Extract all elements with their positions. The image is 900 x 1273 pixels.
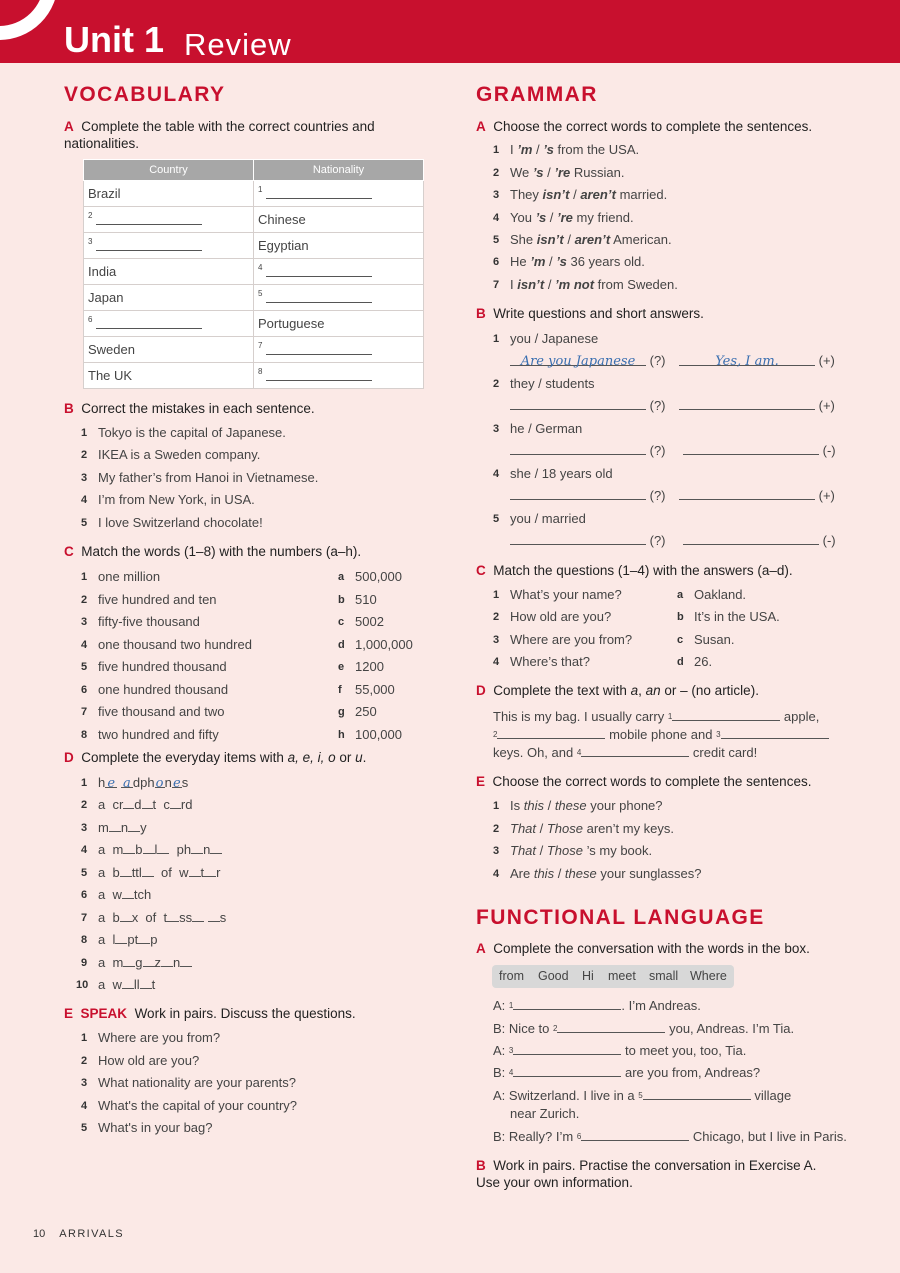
dialogue-line: near Zurich.	[510, 1106, 580, 1121]
list-item: a m g z n	[98, 954, 192, 971]
grammar-a-instruction: A Choose the correct words to complete the sentences.	[476, 119, 813, 134]
list-item: Where are you from?	[510, 632, 633, 647]
list-item: she / 18 years old	[510, 466, 613, 481]
list-item: you / married	[510, 511, 586, 526]
list-item: That / Those ’s my book.	[510, 843, 653, 858]
answer-line[interactable]: (?)	[510, 532, 666, 549]
list-item: They isn’t / aren’t married.	[510, 187, 668, 202]
header-circle-decoration	[0, 0, 58, 40]
answer-line[interactable]: (?)	[510, 487, 666, 504]
vocab-b-instruction: B Correct the mistakes in each sentence.	[64, 401, 315, 416]
unit-name: ARRIVALS	[59, 1228, 125, 1240]
list-item: five hundred thousand	[98, 659, 227, 674]
list-item: 1200	[355, 659, 384, 674]
list-item: a w tch	[98, 887, 152, 902]
grammar-d-line-3: keys. Oh, and $^4$ credit card!	[493, 745, 758, 760]
list-item: 55,000	[355, 682, 395, 697]
list-item: 500,000	[355, 569, 402, 584]
list-item: Is this / these your phone?	[510, 798, 663, 813]
grammar-heading: GRAMMAR	[476, 83, 598, 106]
answer-line[interactable]: (?)	[510, 442, 666, 459]
table-row: Brazil $^1$	[84, 181, 424, 207]
list-item: That / Those aren’t my keys.	[510, 821, 675, 836]
list-item: a l pt p	[98, 932, 158, 947]
answer-line[interactable]: (?)	[510, 397, 666, 414]
word-box-item: Good	[538, 969, 569, 983]
vocabulary-heading: VOCABULARY	[64, 83, 226, 106]
dialogue-line: A: $^3$ to meet you, too, Tia.	[493, 1043, 747, 1058]
list-item: You ’s / ’re my friend.	[510, 210, 634, 225]
list-item: a w ll t	[98, 977, 156, 992]
list-item: How old are you?	[510, 609, 612, 624]
table-row: $^6$ Portuguese	[84, 311, 424, 337]
list-item: I ’m / ’s from the USA.	[510, 142, 640, 157]
table-row: India $^4$	[84, 259, 424, 285]
list-item: Are this / these your sunglasses?	[510, 866, 702, 881]
vocab-c-instruction: C Match the words (1–8) with the numbers (a–h).	[64, 544, 362, 559]
list-item: 1,000,000	[355, 637, 413, 652]
list-item: 5002	[355, 614, 384, 629]
vocab-a-instruction: A Complete the table with the correct countries and nationalities.	[64, 119, 375, 151]
list-item: 250	[355, 704, 377, 719]
word-box-item: Where	[690, 969, 727, 983]
list-item: a b ttl of w t r	[98, 865, 221, 880]
vocab-d-instruction: D Complete the everyday items with a, e, i, o or u.	[64, 750, 367, 765]
list-item: We ’s / ’re Russian.	[510, 165, 625, 180]
list-item: What nationality are your parents?	[98, 1075, 296, 1090]
list-item: Tokyo is the capital of Japanese.	[98, 425, 286, 440]
list-item: they / students	[510, 376, 595, 391]
table-header-nationality: Nationality	[254, 160, 424, 181]
list-item: one thousand two hundred	[98, 637, 252, 652]
table-header-country: Country	[84, 160, 254, 181]
answer-line[interactable]: (+)	[679, 397, 835, 414]
list-item: 26.	[694, 654, 713, 669]
review-title: Review	[184, 27, 292, 62]
grammar-b-instruction: B Write questions and short answers.	[476, 306, 704, 321]
functional-language-heading: FUNCTIONAL LANGUAGE	[476, 906, 765, 929]
table-row: Japan $^5$	[84, 285, 424, 311]
list-item: Oakland.	[694, 587, 747, 602]
list-item: one hundred thousand	[98, 682, 229, 697]
functional-b-instruction: B Work in pairs. Practise the conversation in Exercise A. Use your own information.	[476, 1158, 817, 1190]
page-footer	[33, 1228, 124, 1240]
table-row: $^2$ Chinese	[84, 207, 424, 233]
table-row: Sweden $^7$	[84, 337, 424, 363]
list-item: one million	[98, 569, 161, 584]
list-item: He ’m / ’s 36 years old.	[510, 254, 645, 269]
list-item: a b x of t ss s	[98, 910, 227, 925]
dialogue-line: B: $^4$ are you from, Andreas?	[493, 1065, 761, 1080]
list-item: 100,000	[355, 727, 402, 742]
list-item: you / Japanese	[510, 331, 599, 346]
vocab-e-instruction: E SPEAK Work in pairs. Discuss the questions.	[64, 1006, 356, 1021]
grammar-c-instruction: C Match the questions (1–4) with the answers (a–d).	[476, 563, 793, 578]
unit-title: Unit 1	[64, 19, 165, 60]
grammar-e-instruction: E Choose the correct words to complete the sentences.	[476, 774, 812, 789]
answer-line[interactable]: Yes, I am. (+)	[679, 352, 835, 369]
grammar-d-instruction: D Complete the text with a, an or – (no article).	[476, 683, 759, 698]
dialogue-line: B: Nice to $^2$ you, Andreas. I’m Tia.	[493, 1021, 795, 1036]
word-box-item: small	[649, 969, 679, 983]
word-box-item: Hi	[582, 969, 594, 983]
table-row: The UK $^8$	[84, 363, 424, 389]
list-item: two hundred and fifty	[98, 727, 219, 742]
grammar-d-line-1: This is my bag. I usually carry $^1$ apple,	[493, 709, 820, 724]
word-box-item: from	[499, 969, 524, 983]
functional-a-instruction: A Complete the conversation with the words in the box.	[476, 941, 810, 956]
word-box	[492, 965, 734, 988]
list-item: She isn’t / aren’t American.	[510, 232, 672, 247]
answer-line[interactable]: Are you Japanese (?)	[510, 352, 666, 369]
list-item: Where are you from?	[98, 1030, 221, 1045]
dialogue-line: B: Really? I’m $^6$ Chicago, but I live in Paris.	[493, 1129, 847, 1144]
list-item: Susan.	[694, 632, 735, 647]
list-item: It’s in the USA.	[694, 609, 780, 624]
dialogue-line: A: Switzerland. I live in a $^5$ village	[493, 1088, 792, 1103]
list-item: I love Switzerland chocolate!	[98, 515, 263, 530]
answer-line[interactable]: (-)	[683, 532, 836, 549]
dialogue-line: A: $^1$ . I’m Andreas.	[493, 998, 701, 1013]
list-item: five hundred and ten	[98, 592, 217, 607]
list-item: a cr d t c rd	[98, 797, 193, 812]
list-item: five thousand and two	[98, 704, 225, 719]
list-item: I isn’t / ’m not from Sweden.	[510, 277, 678, 292]
page-number: 10	[33, 1228, 46, 1240]
list-item: What’s your name?	[510, 587, 622, 602]
answer-line[interactable]: (+)	[679, 487, 835, 504]
list-item: I’m from New York, in USA.	[98, 492, 255, 507]
list-item: My father’s from Hanoi in Vietnamese.	[98, 470, 319, 485]
list-item: h e a dphones	[98, 775, 189, 791]
list-item: What's in your bag?	[98, 1120, 213, 1135]
list-item: 510	[355, 592, 377, 607]
list-item: a m b l ph n	[98, 841, 222, 858]
word-box-item: meet	[608, 969, 636, 983]
unit-header	[0, 0, 900, 63]
list-item: IKEA is a Sweden company.	[98, 447, 261, 462]
country-nationality-table	[83, 159, 424, 389]
table-row: $^3$ Egyptian	[84, 233, 424, 259]
list-item: How old are you?	[98, 1053, 200, 1068]
list-item: Where’s that?	[510, 654, 590, 669]
grammar-d-line-2: $^2$ mobile phone and $^3$	[493, 726, 829, 743]
list-item: What's the capital of your country?	[98, 1098, 298, 1113]
answer-line[interactable]: (-)	[683, 442, 836, 459]
list-item: he / German	[510, 421, 583, 436]
list-item: m n y	[98, 820, 147, 835]
list-item: fifty-five thousand	[98, 614, 200, 629]
